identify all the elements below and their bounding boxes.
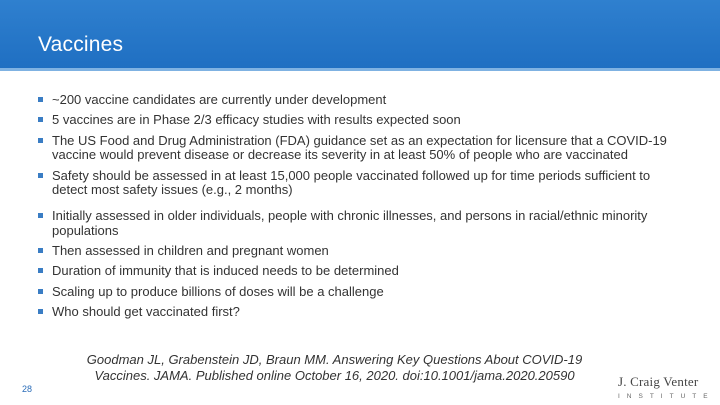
bullet-text: Initially assessed in older individuals, people with chronic illnesses, and persons in racial/ethnic minority populations <box>52 207 648 238</box>
citation: Goodman JL, Grabenstein JD, Braun MM. Answering Key Questions About COVID-19 Vaccines. JAMA. Published online October 16, 2020. doi:10.1001/jama.2020.20590 <box>86 352 583 383</box>
bullet-item <box>38 169 678 198</box>
bullet-item <box>38 209 678 238</box>
bullet-list <box>38 93 678 326</box>
bullet-item <box>38 93 678 108</box>
bullet-text: Who should get vaccinated first? <box>52 304 240 320</box>
bullet-text: Scaling up to produce billions of doses will be a challenge <box>52 283 384 299</box>
bullet-item <box>38 285 678 300</box>
slide-number: 28 <box>22 384 33 394</box>
bullet-marker-icon <box>38 173 43 178</box>
bullet-marker-icon <box>38 213 43 218</box>
bullet-text: The US Food and Drug Administration (FDA) guidance set as an expectation for licensure that a COVID-19 vaccine would prevent disease or decrease its severity in at least 50% of people who are vaccinated <box>52 132 667 163</box>
bullet-text: Then assessed in children and pregnant women <box>52 242 329 258</box>
bullet-text: ~200 vaccine candidates are currently under development <box>52 92 387 107</box>
bullet-item <box>38 113 678 128</box>
bullet-item <box>38 244 678 259</box>
logo-name: J. Craig Venter <box>618 374 699 389</box>
bullet-text: 5 vaccines are in Phase 2/3 efficacy studies with results expected soon <box>52 112 461 128</box>
bullet-item <box>38 264 678 279</box>
bullet-marker-icon <box>38 138 43 143</box>
bullet-marker-icon <box>38 248 43 253</box>
logo-subtitle: INSTITUTE <box>618 393 715 400</box>
bullet-marker-icon <box>38 268 43 273</box>
bullet-item <box>38 134 678 163</box>
bullet-item <box>38 305 678 320</box>
slide-title: Vaccines <box>38 33 124 56</box>
institute-logo <box>618 374 715 402</box>
bullet-marker-icon <box>38 309 43 314</box>
title-bar-stripe <box>0 68 720 71</box>
bullet-marker-icon <box>38 117 43 122</box>
bullet-marker-icon <box>38 97 43 102</box>
bullet-text: Duration of immunity that is induced needs to be determined <box>52 263 399 279</box>
bullet-marker-icon <box>38 289 43 294</box>
bullet-text: Safety should be assessed in at least 15,000 people vaccinated followed up for time periods sufficient to detect most safety issues (e.g., 2 months) <box>52 167 651 198</box>
